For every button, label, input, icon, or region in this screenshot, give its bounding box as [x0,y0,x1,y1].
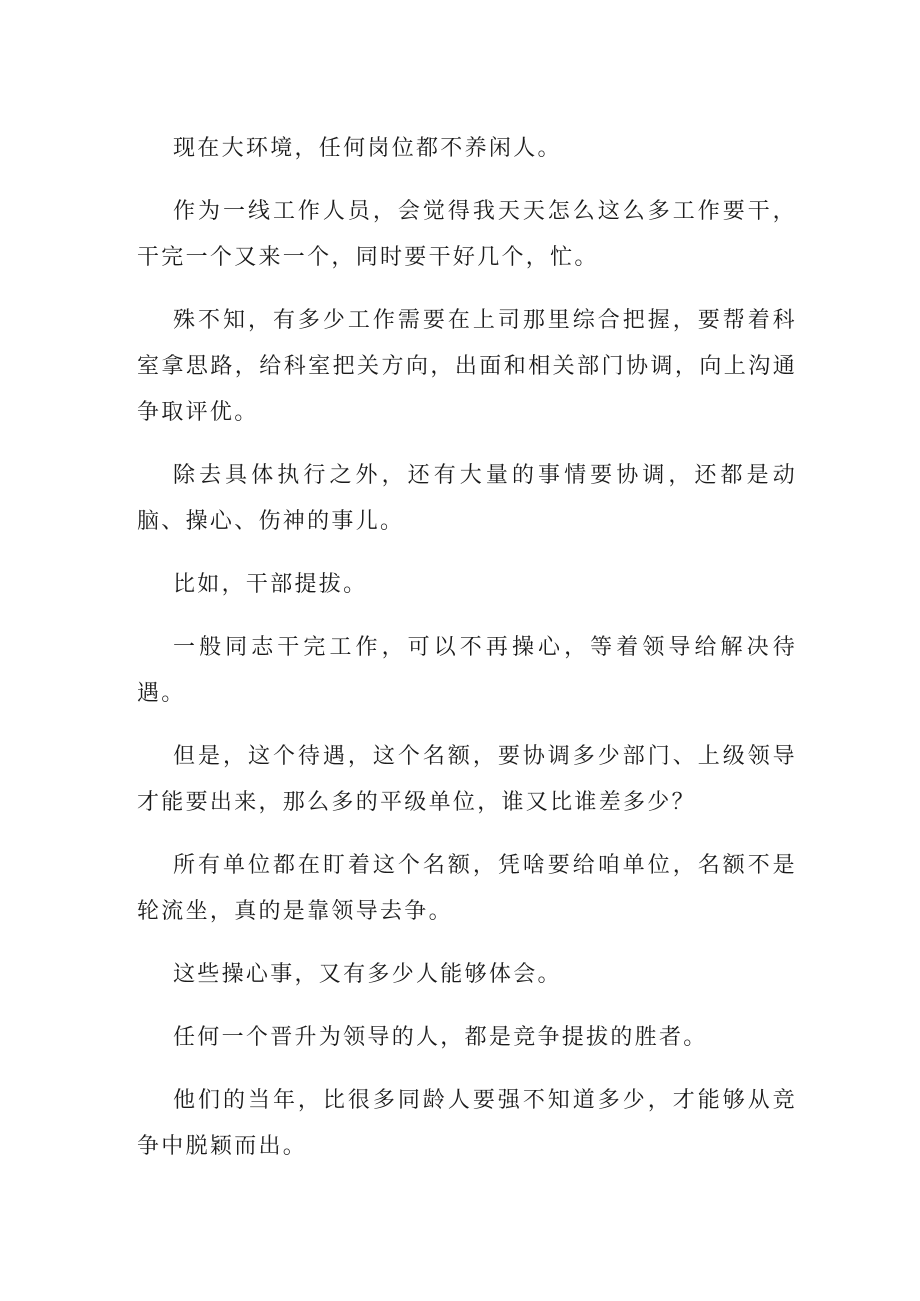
paragraph: 除去具体执行之外，还有大量的事情要协调，还都是动脑、操心、伤神的事儿。 [137,463,797,534]
paragraph: 任何一个晋升为领导的人，都是竞争提拔的胜者。 [173,1025,708,1050]
document-body [137,126,797,1187]
paragraph: 殊不知，有多少工作需要在上司那里综合把握，要帮着科室拿思路，给科室把关方向，出面和相关部门协调，向上沟通争取评优。 [137,308,797,425]
paragraph: 一般同志干完工作，可以不再操心，等着领导给解决待遇。 [137,635,797,706]
paragraph: 但是，这个待遇，这个名额，要协调多少部门、上级领导才能要出来，那么多的平级单位，谁又比谁差多少？ [137,744,797,815]
paragraph: 作为一线工作人员，会觉得我天天怎么这么多工作要干，干完一个又来一个，同时要干好几个，忙。 [137,199,797,270]
paragraph: 他们的当年，比很多同龄人要强不知道多少，才能够从竞争中脱颖而出。 [137,1088,797,1159]
paragraph: 比如，干部提拔。 [173,572,368,597]
paragraph: 现在大环境，任何岗位都不养闲人。 [173,136,562,161]
paragraph: 所有单位都在盯着这个名额，凭啥要给咱单位，名额不是轮流坐，真的是靠领导去争。 [137,853,797,924]
paragraph: 这些操心事，又有多少人能够体会。 [173,962,562,987]
